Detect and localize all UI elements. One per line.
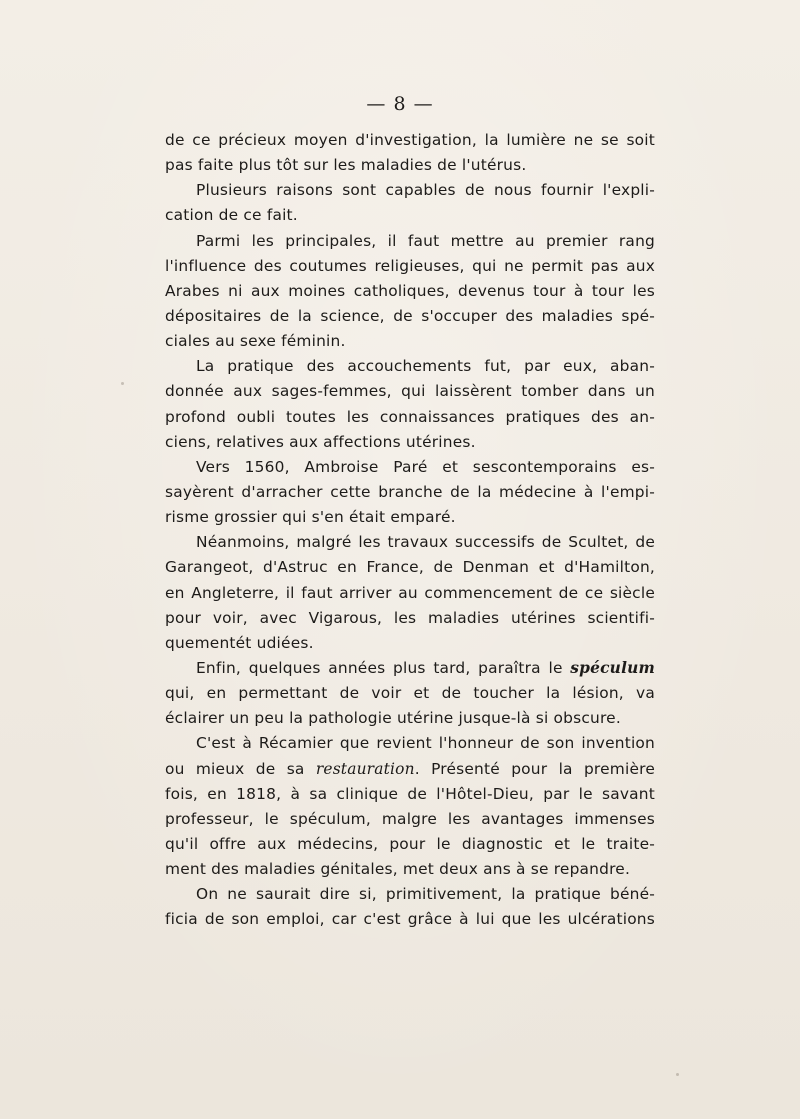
text-line: Plusieurs raisons sont capables de nous fournir l'expli- [196, 181, 655, 200]
text-line: ciales au sexe féminin. [165, 332, 346, 351]
text-line: Néanmoins, malgré les travaux successifs de Scultet, de [196, 533, 655, 552]
text-line [165, 757, 655, 782]
body-text [165, 128, 655, 933]
text-line: en Angleterre, il faut arriver au commencement de ce siècle [165, 583, 655, 602]
text-line: éclairer un peu la pathologie utérine jusque-là si obscure. [165, 709, 621, 728]
text-segment: ou mieux de sa [165, 759, 316, 778]
text-line: fois, en 1818, à sa clinique de l'Hôtel-Dieu, par le savant [165, 784, 655, 803]
text-line: Vers 1560, Ambroise Paré et sescontemporains es- [196, 457, 655, 476]
text-line: cation de ce fait. [165, 206, 298, 225]
italic-term: restauration [315, 759, 415, 778]
text-line: pas faite plus tôt sur les maladies de l'utérus. [165, 156, 527, 175]
text-line [165, 656, 655, 681]
text-line: ficia de son emploi, car c'est grâce à lui que les ulcérations [165, 910, 655, 929]
text-line: On ne saurait dire si, primitivement, la pratique béné- [196, 885, 655, 904]
text-line: C'est à Récamier que revient l'honneur de son invention [196, 734, 655, 753]
text-line: sayèrent d'arracher cette branche de la médecine à l'empi- [165, 482, 655, 501]
text-segment: Enfin, quelques années plus tard, paraîtra le [196, 658, 571, 677]
text-segment: . Présenté pour la première [414, 759, 655, 778]
text-line: pour voir, avec Vigarous, les maladies utérines scientifi- [165, 608, 655, 627]
paper-speck [676, 1073, 679, 1076]
text-line: ciens, relatives aux affections utérines. [165, 432, 476, 451]
text-line: Garangeot, d'Astruc en France, de Denman et d'Hamilton, [165, 558, 655, 577]
text-line: profond oubli toutes les connaissances pratiques des an- [165, 407, 655, 426]
page-number: — 8 — [366, 93, 434, 115]
text-line: ment des maladies génitales, met deux ans à se repandre. [165, 860, 631, 879]
text-line: risme grossier qui s'en était emparé. [165, 508, 456, 527]
text-line: La pratique des accouchements fut, par eux, aban- [196, 357, 655, 376]
text-line: donnée aux sages-femmes, qui laissèrent tomber dans un [165, 382, 655, 401]
text-line: Arabes ni aux moines catholiques, devenus tour à tour les [165, 281, 655, 300]
text-line: quementét udiées. [165, 633, 314, 652]
text-line: qui, en permettant de voir et de toucher la lésion, va [165, 684, 655, 703]
text-line: l'influence des coutumes religieuses, qui ne permit pas aux [165, 256, 655, 275]
text-line: de ce précieux moyen d'investigation, la lumière ne se soit [165, 131, 655, 149]
text-line: dépositaires de la science, de s'occuper des maladies spé- [165, 306, 655, 325]
text-line: qu'il offre aux médecins, pour le diagnostic et le traite- [165, 834, 655, 853]
paper-speck [121, 382, 124, 385]
text-line: Parmi les principales, il faut mettre au premier rang [196, 231, 655, 250]
italic-term: spéculum [570, 658, 655, 677]
text-line: professeur, le spéculum, malgre les avantages immenses [165, 809, 655, 828]
